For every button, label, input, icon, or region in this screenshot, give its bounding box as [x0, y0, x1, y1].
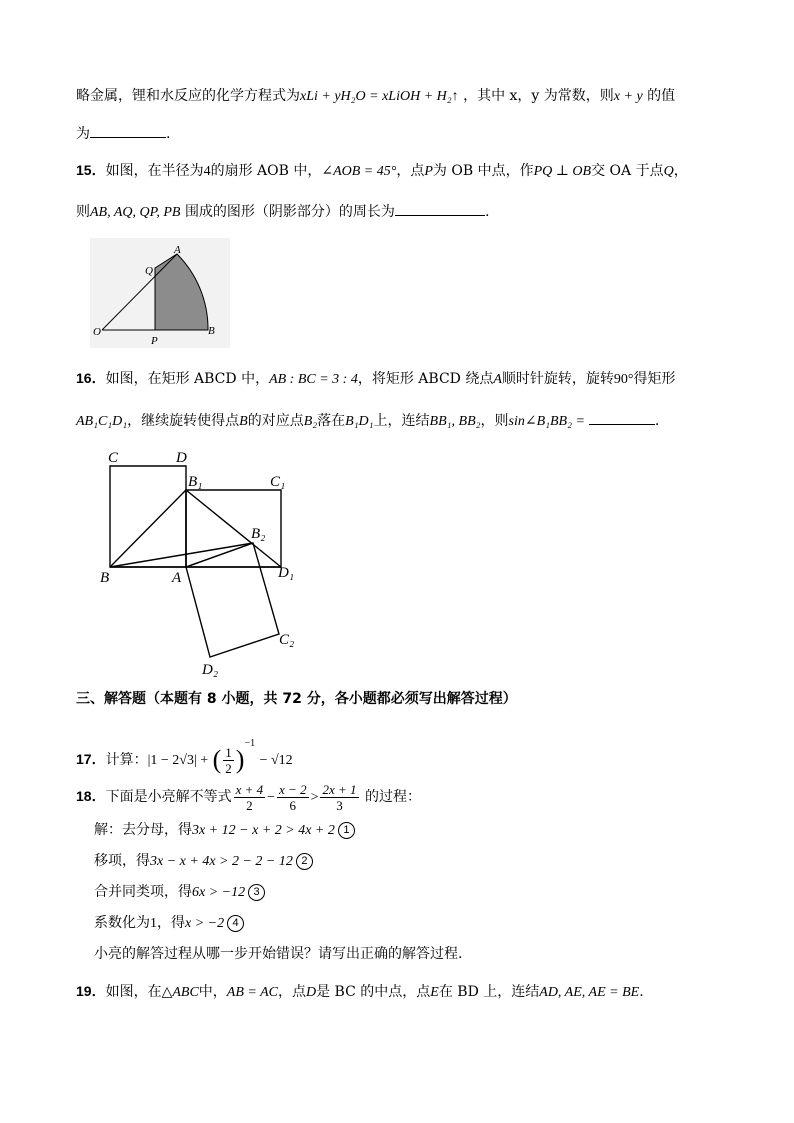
q17-line: 17．计算：|1 − 2√3| + ( $\frac{1}{2}$ )$^{-1}$ − √12	[76, 738, 293, 776]
q18-step4-mark: 4	[227, 915, 244, 932]
q17-expr-b: − √12	[259, 753, 293, 768]
q19-line1	[76, 981, 644, 1003]
q16-text-a: 如图，在矩形 ABCD 中，	[105, 371, 270, 387]
q16-line2	[76, 410, 659, 432]
q15-line2	[76, 201, 489, 223]
q15-label-q: Q	[145, 265, 153, 277]
q16-text-g: 落在	[317, 413, 346, 429]
q16-text-e: ，继续旋转使得点	[127, 413, 240, 429]
q15-text-a: 如图，在半径为	[105, 163, 204, 179]
q18-step4-one: 1	[150, 916, 157, 931]
q16-seg-b1d1	[186, 490, 281, 567]
q16-point-b2: B₂	[303, 414, 318, 429]
q18-frac1-denominator: 2	[246, 797, 253, 813]
q15-number: 15．	[76, 162, 106, 178]
q15-text-b: 的扇形 AOB 中，	[210, 163, 322, 179]
q16-rect-abcd	[110, 466, 186, 567]
q17-exponent: −1	[244, 738, 256, 749]
q19-text-a: 如图，在	[105, 984, 162, 1000]
q16-rect-ab2c2d2	[186, 543, 279, 657]
q15-ze: 则	[76, 204, 90, 220]
q18-minus: −	[267, 790, 276, 805]
q16-answer-blank[interactable]	[589, 410, 655, 425]
q15-period: .	[484, 204, 490, 220]
q16-text-b: ，将矩形 ABCD 绕点	[357, 371, 494, 387]
q19-text-c: ，点	[277, 984, 306, 1000]
q18-question: 小亮的解答过程从哪一步开始错误？请写出正确的解答过程.	[94, 946, 463, 962]
q18-frac2-numerator: x − 2	[279, 781, 307, 797]
q15-text-d: 为 OB 中点，作	[432, 163, 534, 179]
q19-number: 19．	[76, 983, 106, 999]
q18-step3	[94, 882, 265, 903]
q16-label-d2: D₂	[202, 662, 219, 678]
q16-label-c: C	[108, 450, 119, 466]
section-3-heading: 三、解答题（本题有 8 小题，共 72 分，各小题都必须写出解答过程）	[76, 691, 517, 707]
q16-connections: BB₁, BB₂	[429, 414, 481, 429]
q17-half-denominator: 2	[225, 760, 232, 776]
q14-text: 略金属，锂和水反应的化学方程式为	[76, 88, 300, 104]
q16-b1d1: B₁D₁	[345, 414, 374, 429]
q19-text-d: 是 BC 的中点，点	[316, 984, 431, 1000]
q16-rect: AB₁C₁D₁	[76, 414, 128, 429]
q16-label-b: B	[100, 570, 110, 586]
q16-point-b: B	[239, 414, 248, 429]
q15-label-o: O	[93, 326, 101, 338]
q19-triangle: △ABC	[161, 985, 199, 1000]
q14-wei: 为	[76, 126, 90, 142]
q18-step4-eq: x > −2	[185, 916, 225, 931]
q18-step1-text: 解：去分母，得	[94, 822, 192, 838]
q15-label-p: P	[151, 335, 158, 347]
q15-arcs: AB, AQ, QP, PB	[90, 205, 181, 220]
q16-degrees: 90°	[613, 372, 634, 387]
q19-text-b: 中，	[198, 984, 227, 1000]
q15-label-a: A	[174, 244, 181, 256]
q16-text-i: ，则	[480, 413, 509, 429]
q15-line1	[76, 160, 688, 182]
q18-step1-mark: 1	[338, 822, 355, 839]
q15-text-e: 交 OA 于点	[591, 163, 664, 179]
q15-radius: 4	[203, 164, 211, 179]
q18-step2	[94, 851, 313, 872]
q16-label-b2: B₂	[251, 526, 266, 542]
q16-label-c2: C₂	[279, 632, 295, 648]
q16-label-b1: B₁	[188, 474, 203, 490]
q18-line1	[76, 776, 421, 816]
q15-text-line2: 围成的图形（阴影部分）的周长为	[184, 204, 395, 220]
q18-frac2-denominator: 6	[289, 797, 297, 813]
q15-label-b: B	[208, 325, 215, 337]
q14-line1	[76, 86, 675, 107]
q16-text-c: 顺时针旋转，旋转	[501, 371, 614, 387]
q16-label-a: A	[172, 570, 182, 586]
q18-frac3-denominator: 3	[336, 797, 343, 813]
q18-step3-eq: 6x > −12	[192, 885, 246, 900]
q16-label-d: D	[176, 450, 187, 466]
q18-step2-text: 移项，得	[94, 853, 150, 869]
q16-line1	[76, 368, 676, 390]
q15-q: Q	[663, 164, 674, 179]
q15-answer-blank[interactable]	[395, 201, 485, 216]
q19-point-d: D	[305, 985, 317, 1000]
q15-p: P	[424, 164, 433, 179]
q18-frac3-numerator: 2x + 1	[322, 781, 357, 797]
q18-text-a: 下面是小亮解不等式	[105, 789, 232, 805]
q15-text-c: ，点	[396, 163, 425, 179]
q14-period: .	[166, 126, 171, 142]
q18-step3-mark: 3	[248, 884, 265, 901]
q19-period: .	[639, 984, 644, 1000]
q14-text-c: 的值	[647, 88, 676, 104]
q15-sector-figure	[90, 238, 230, 348]
q18-step4-text-b: ，得	[157, 915, 185, 931]
q15-text-f: ，	[673, 163, 688, 179]
q16-text-d: 得矩形	[633, 371, 676, 387]
q17-text: 计算：	[105, 752, 148, 768]
q19-text-e: 在 BD 上，连结	[438, 984, 540, 1000]
q16-number: 16．	[76, 370, 106, 386]
q18-step1	[94, 820, 355, 841]
q14-answer-blank[interactable]	[90, 123, 166, 138]
q18-step4	[94, 913, 244, 934]
q18-step1-eq: 3x + 12 − x + 2 > 4x + 2	[192, 823, 335, 838]
q16-text-h: 上，连结	[373, 413, 430, 429]
q18-gt: >	[310, 790, 319, 805]
q14-equation: xLi + yH₂O = xLiOH + H₂↑	[300, 89, 459, 104]
q18-step4-text: 系数化为	[94, 915, 150, 931]
q18-text-b: 的过程：	[364, 789, 421, 805]
q15-perp: PQ ⊥ OB	[533, 164, 592, 179]
q18-step3-text: 合并同类项，得	[94, 884, 192, 900]
q18-number: 18．	[76, 788, 106, 804]
q14-line2	[76, 123, 170, 144]
q14-xy: x + y	[613, 89, 643, 104]
q16-period: .	[654, 413, 660, 429]
q16-sin-expression: sin∠B₁BB₂ =	[508, 414, 585, 429]
q16-label-d1: D₁	[278, 565, 295, 581]
q14-text-b: ，其中 x，y 为常数，则	[463, 88, 614, 104]
q16-rectangle-figure	[96, 444, 308, 680]
q16-ratio: AB : BC = 3 : 4	[269, 372, 358, 387]
q18-step2-eq: 3x − x + 4x > 2 − 2 − 12	[150, 854, 293, 869]
q19-point-e: E	[430, 985, 439, 1000]
q16-point-a: A	[493, 372, 502, 387]
q18-frac1-numerator: x + 4	[235, 781, 264, 797]
q17-expr-a: |1 − 2√3| +	[147, 753, 209, 768]
q15-angle: ∠AOB = 45°	[321, 164, 397, 179]
q16-seg-bb2	[110, 543, 253, 567]
q19-eq1: AB = AC	[226, 985, 278, 1000]
q19-connections: AD, AE, AE = BE	[539, 985, 640, 1000]
q18-step2-mark: 2	[296, 853, 313, 870]
q17-number: 17．	[76, 751, 106, 767]
q16-label-c1: C₁	[270, 474, 286, 490]
q17-half-numerator: 1	[225, 744, 232, 760]
q16-text-f: 的对应点	[247, 413, 304, 429]
